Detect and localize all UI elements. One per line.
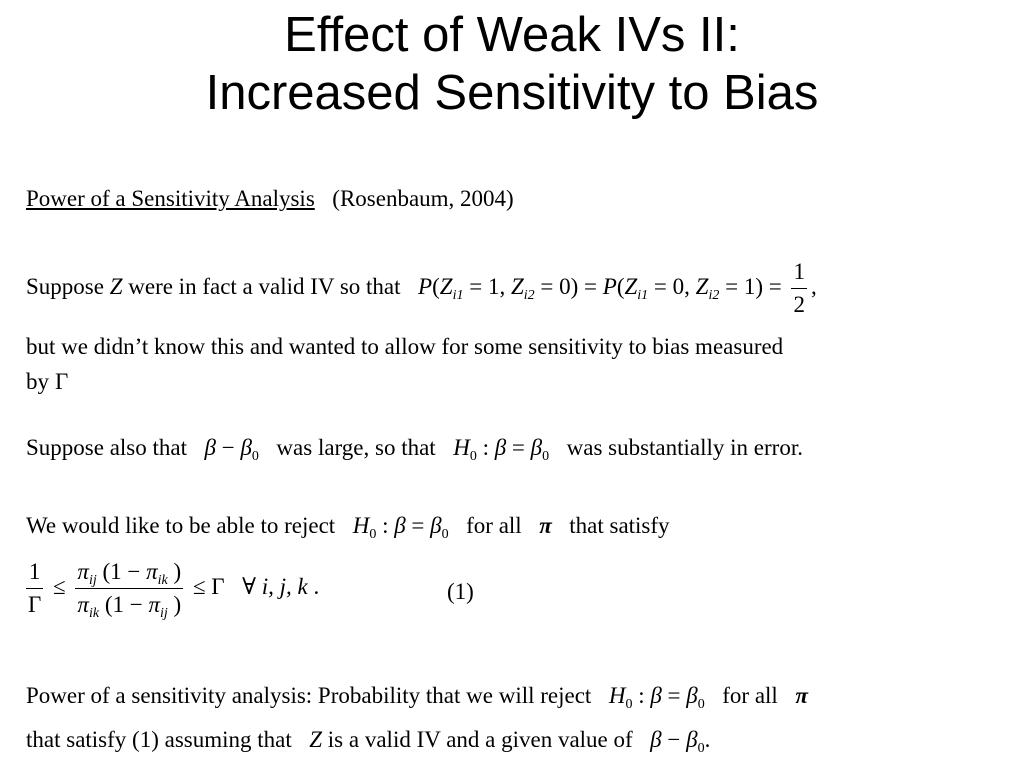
pi-symbol: π	[795, 683, 808, 708]
null-hypothesis: $H_0$ : $\beta = \beta_0$	[453, 435, 550, 464]
section-heading	[26, 185, 514, 213]
paragraph-power-definition: Power of a sensitivity analysis: Probability that we will reject $H_0$ : $\beta = \beta_0$ for all π	[26, 683, 808, 712]
slide-title	[0, 6, 1024, 122]
paragraph-reject: We would like to be able to reject $H_0$ : $\beta = \beta_0$ for all π that satisfy	[26, 513, 670, 542]
paragraph-power-condition: that satisfy (1) assuming that Z is a valid IV and a given value of $\beta - \beta_0$.	[26, 727, 711, 756]
heading-citation: (Rosenbaum, 2004)	[332, 186, 514, 211]
pi-symbol: π	[539, 513, 552, 538]
beta-difference: $\beta - \beta_0$	[204, 435, 259, 464]
variable-z: Z	[309, 727, 323, 752]
gamma-symbol: Γ	[55, 369, 69, 394]
probability-equation: $P(Z_{i1} = 1$, $Z_{i2} = 0) = P(Z_{i1} = 0$, $Z_{i2} = 1$) = $\frac{1}{2}$ ,	[418, 274, 817, 299]
beta-difference: $\beta - \beta_0$	[650, 727, 705, 756]
paragraph-sensitivity: but we didn’t know this and wanted to allow for some sensitivity to bias measured by Γ	[26, 334, 784, 394]
null-hypothesis: $H_0$ : $\beta = \beta_0$	[608, 683, 705, 712]
equation-number: (1)	[447, 579, 474, 604]
fraction-one-over-gamma: $\frac{1}{\Gamma}$	[26, 556, 43, 621]
paragraph-valid-iv: Suppose Z were in fact a valid IV so that $P(Z_{i1} = 1$, $Z_{i2} = 0) = P(Z_{i1} = 0$, $Z_{i2} = 1$) = $\frac{1}{2}$ ,	[26, 256, 817, 321]
title-line-1: Effect of Weak IVs II:	[284, 8, 740, 62]
title-line-2: Increased Sensitivity to Bias	[205, 66, 819, 120]
null-hypothesis: $H_0$ : $\beta = \beta_0$	[352, 513, 449, 542]
fraction-one-half: $\frac{1}{2}$	[791, 256, 807, 321]
inequality-1: $\frac{1}{\Gamma}$ ≤ $\frac{\pi_{ij} (1 - \pi_{ik} )}{\pi_{ik} (1 - \pi_{ij} )}$ ≤ Γ ∀ i, j, k .	[26, 556, 319, 621]
odds-ratio-fraction: $\frac{\pi_{ij} (1 - \pi_{ik} )}{\pi_{ik} (1 - \pi_{ij} )}$	[77, 559, 182, 621]
variable-z: Z	[109, 274, 123, 299]
paragraph-bias-large: Suppose also that $\beta - \beta_0$ was large, so that $H_0$ : $\beta = \beta_0$ was substantially in error.	[26, 435, 803, 464]
heading-underlined: Power of a Sensitivity Analysis	[26, 186, 315, 211]
